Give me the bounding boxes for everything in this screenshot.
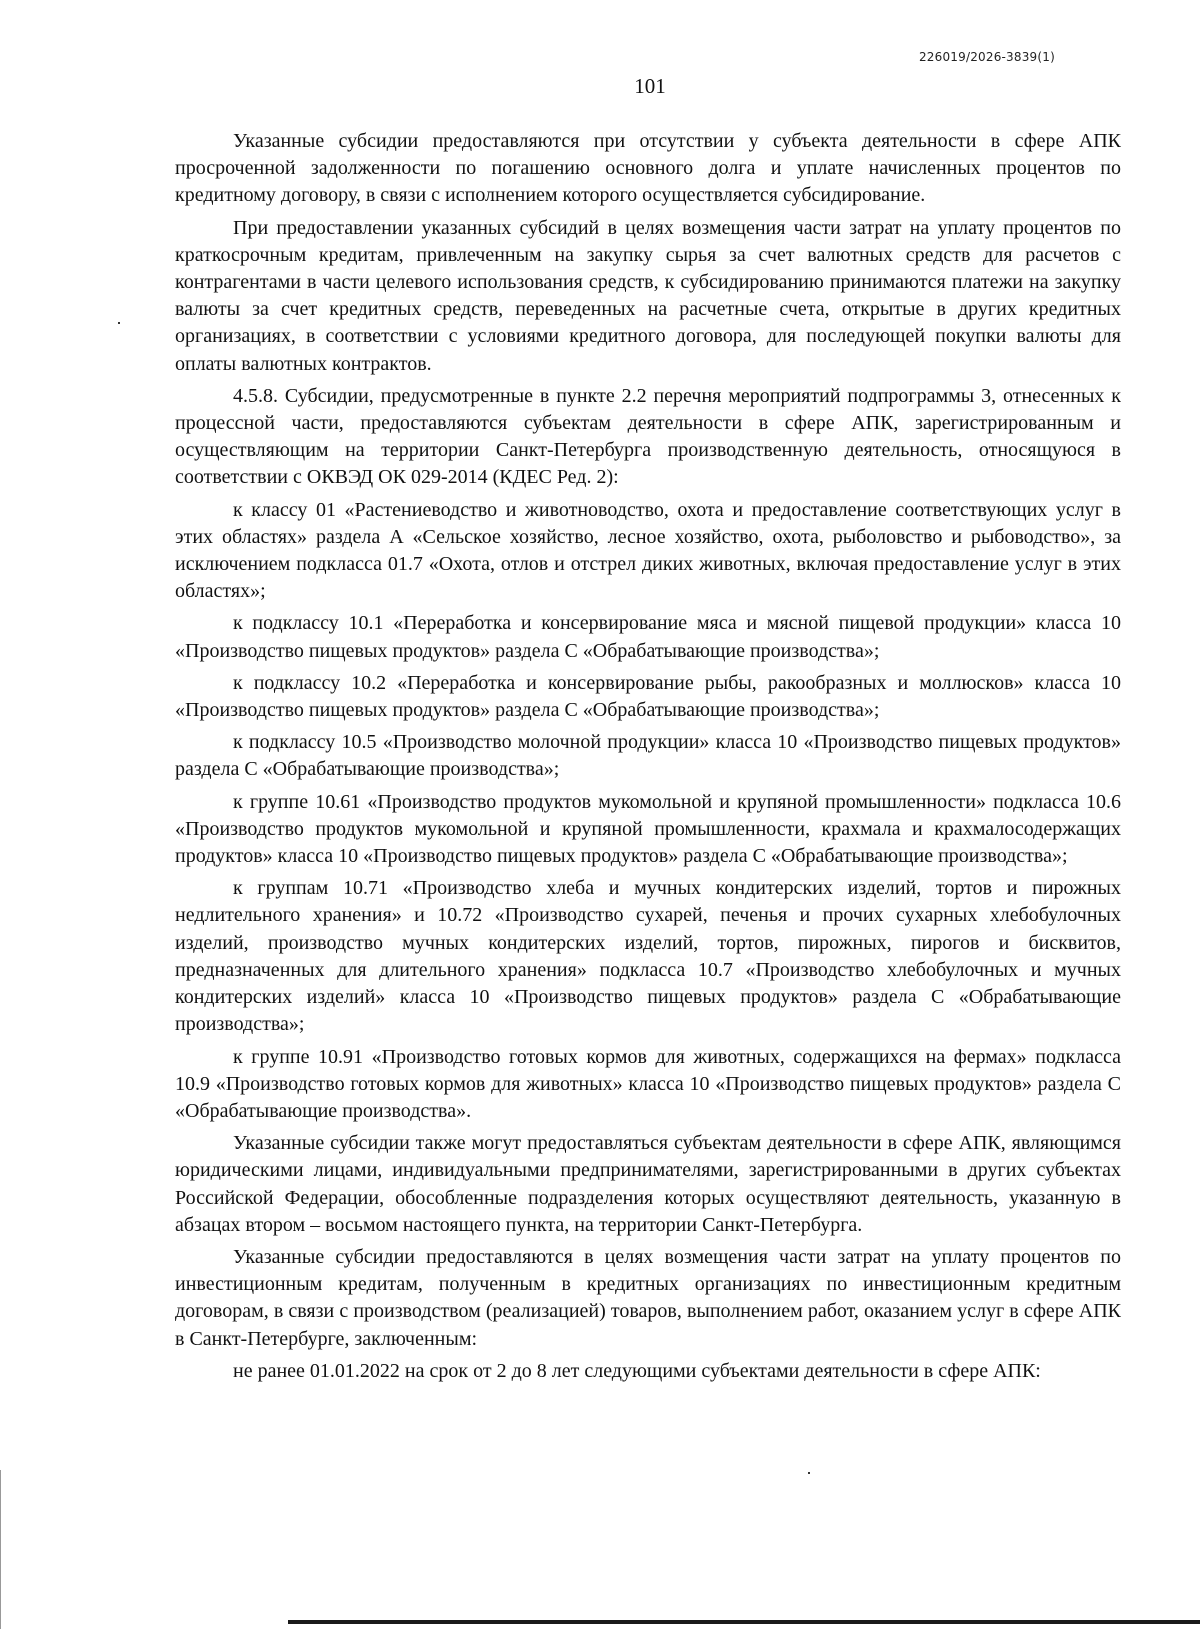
paragraph: Указанные субсидии предоставляются при отсутствии у субъекта деятельности в сфере АПК просроченной задолженности по погашению основного долга и уплате начисленных процентов по кредитному договору, в связи с исполнением которого осуществляется субсидирование. [175,130,1121,207]
page-number: 101 [634,74,666,98]
scan-edge-shadow [0,1470,1,1629]
scan-speck [808,1472,810,1474]
paragraph: к группе 10.61 «Производство продуктов мукомольной и крупяной промышленности» подкласса 10.6 «Производство продуктов мукомольной и крупяной промышленности, крахмала и крахмалосодержащих продуктов» класса 10 «Производство пищевых продуктов» раздела С «Обрабатывающие производства»; [175,790,1121,868]
scan-bottom-edge [288,1620,1200,1624]
paragraph: к группе 10.91 «Производство готовых кормов для животных, содержащихся на фермах» подкласса 10.9 «Производство готовых кормов для животных» класса 10 «Производство пищевых продуктов» раздела С «Обрабатывающие производства». [175,1045,1121,1122]
paragraph: не ранее 01.01.2022 на срок от 2 до 8 лет следующими субъектами деятельности в сфере АПК: [233,1359,1041,1382]
scan-speck [118,322,120,324]
paragraph: к подклассу 10.1 «Переработка и консервирование мяса и мясной пищевой продукции» класса 10 «Производство пищевых продуктов» раздела С «Обрабатывающие производства»; [175,612,1121,662]
paragraph: 4.5.8. Субсидии, предусмотренные в пункте 2.2 перечня мероприятий подпрограммы 3, отнесенных к процессной части, предоставляются субъектам деятельности в сфере АПК, зарегистрированным и осуществляющим на территории Санкт-Петербурга производственную деятельность, относящуюся в соответствии с ОКВЭД ОК 029-2014 (КДЕС Ред. 2): [175,384,1121,489]
document-id: 226019/2026-3839(1) [918,50,1055,64]
paragraph: При предоставлении указанных субсидий в целях возмещения части затрат на уплату процентов по краткосрочным кредитам, привлеченным на закупку сырья за счет валютных средств для расчетов с контрагентами в части целевого использования средств, к субсидированию принимаются платежи на закупку валюты за счет кредитных средств, переведенных на расчетные счета, открытые в других кредитных организациях, в соответствии с условиями кредитного договора, для последующей покупки валюты для оплаты валютных контрактов. [175,216,1121,375]
paragraph: к группам 10.71 «Производство хлеба и мучных кондитерских изделий, тортов и пирожных недлительного хранения» и 10.72 «Производство сухарей, печенья и прочих сухарных хлебобулочных изделий, производство мучных кондитерских изделий, тортов, пирожных, пирогов и бисквитов, предназначенных для длительного хранения» подкласса 10.7 «Производство хлебобулочных и мучных кондитерских изделий» класса 10 «Производство пищевых продуктов» раздела С «Обрабатывающие производства»; [175,877,1121,1036]
paragraph: Указанные субсидии предоставляются в целях возмещения части затрат на уплату процентов по инвестиционным кредитам, полученным в кредитных организациях по инвестиционным кредитным договорам, в связи с производством (реализацией) товаров, выполнением работ, оказанием услуг в сфере АПК в Санкт-Петербурге, заключенным: [175,1245,1121,1350]
paragraph: к подклассу 10.2 «Переработка и консервирование рыбы, ракообразных и моллюсков» класса 10 «Производство пищевых продуктов» раздела С «Обрабатывающие производства»; [175,671,1121,722]
paragraph: Указанные субсидии также могут предоставляться субъектам деятельности в сфере АПК, являющимся юридическими лицами, индивидуальными предпринимателями, зарегистрированными в других субъектах Российской Федерации, обособленные подразделения которых осуществляют деятельность, указанную в абзацах втором – восьмом настоящего пункта, на территории Санкт-Петербурга. [175,1132,1121,1236]
paragraph: к подклассу 10.5 «Производство молочной продукции» класса 10 «Производство пищевых продуктов» раздела С «Обрабатывающие производства»; [175,731,1121,781]
document-body [175,128,1121,1390]
paragraph: к классу 01 «Растениеводство и животноводство, охота и предоставление соответствующих услуг в этих областях» раздела А «Сельское хозяйство, лесное хозяйство, охота, рыболовство и рыбоводство», за исключением подкласса 01.7 «Охота, отлов и отстрел диких животных, включая предоставление услуг в этих областях»; [175,498,1121,603]
